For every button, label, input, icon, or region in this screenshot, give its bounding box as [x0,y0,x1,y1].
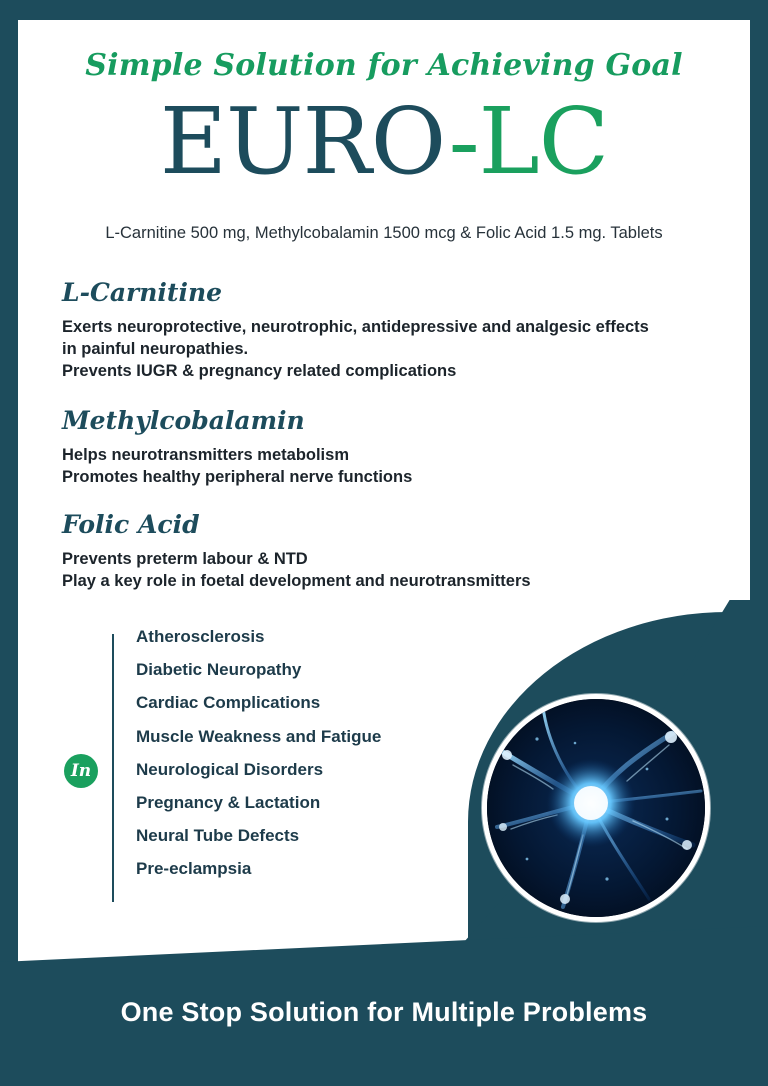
list-item: Pre-eclampsia [136,859,252,879]
list-item: Atherosclerosis [136,627,265,646]
section-line: Promotes healthy peripheral nerve functions [62,467,413,486]
brand-title [0,88,768,195]
indications-block [70,627,382,894]
section-folic-acid [62,510,742,593]
list-item: Neural Tube Defects [136,826,300,846]
section-line: Helps neurotransmitters metabolism [62,446,349,464]
top-border [0,0,768,20]
indications-divider [112,634,114,902]
section-line: in painful neuropathies. [62,339,249,358]
section-line: Play a key role in foetal development and neurotransmitters [62,571,531,590]
section-title: Folic Acid [62,510,200,539]
brand-name-secondary: -LC [448,88,609,195]
list-item: Pregnancy & Lactation [136,792,321,812]
section-title: Methylcobalamin [62,406,305,435]
list-item: Diabetic Neuropathy [136,660,302,680]
section-l-carnitine [62,278,742,383]
brand-name-primary: EURO [159,88,449,195]
indications-badge: In [64,754,98,788]
section-methylcobalamin [62,406,742,489]
footer-tagline: One Stop Solution for Multiple Problems [120,997,648,1027]
indications-list [112,628,381,894]
section-line: Prevents IUGR & pregnancy related complications [62,361,457,380]
neuron-icon [487,699,705,917]
section-line: Prevents preterm labour & NTD [62,550,308,568]
list-item: Cardiac Complications [136,693,321,713]
list-item: Muscle Weakness and Fatigue [136,726,382,746]
list-item: Neurological Disorders [136,759,324,779]
section-title: L-Carnitine [62,278,223,307]
composition-line: L-Carnitine 500 mg, Methylcobalamin 1500 mcg & Folic Acid 1.5 mg. Tablets [105,224,663,242]
tagline: Simple Solution for Achieving Goal [85,48,683,83]
section-line: Exerts neuroprotective, neurotrophic, antidepressive and analgesic effects [62,318,649,336]
neuron-illustration [482,694,710,922]
